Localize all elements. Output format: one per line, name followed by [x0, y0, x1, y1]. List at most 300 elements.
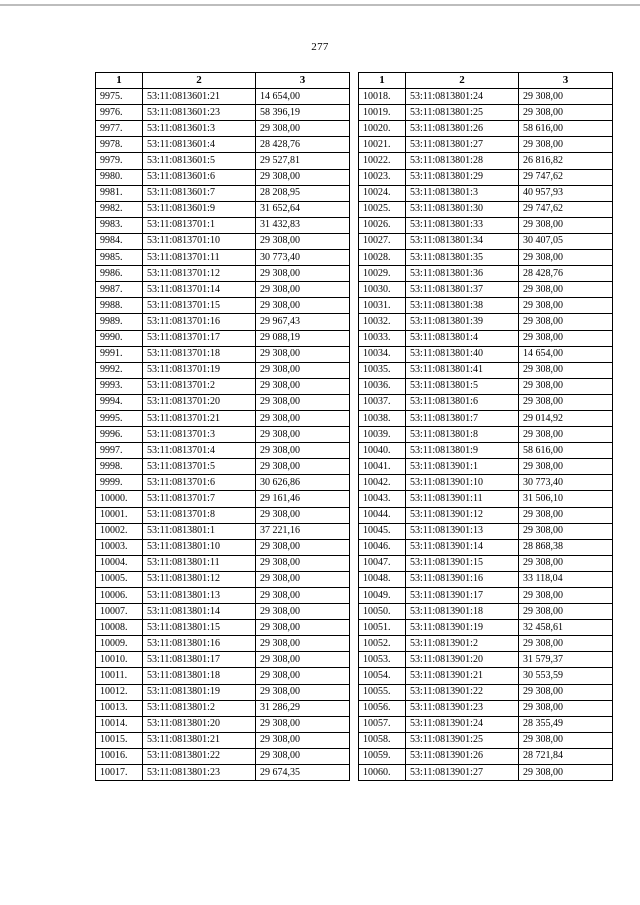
value-cell: 29 308,00: [256, 555, 350, 571]
value-cell: 30 773,40: [519, 475, 613, 491]
cadastral-number: 53:11:0813801:26: [406, 121, 519, 137]
table-row: [96, 394, 350, 410]
cadastral-number: 53:11:0813801:16: [143, 636, 256, 652]
table-row: [96, 539, 350, 555]
cadastral-number: 53:11:0813801:9: [406, 443, 519, 459]
table-row: [96, 523, 350, 539]
value-cell: 28 721,84: [519, 748, 613, 764]
table-row: [359, 185, 613, 201]
cadastral-number: 53:11:0813701:19: [143, 362, 256, 378]
row-number: 9980.: [96, 169, 143, 185]
cadastral-number: 53:11:0813801:17: [143, 652, 256, 668]
value-cell: 29 308,00: [519, 362, 613, 378]
row-number: 10020.: [359, 121, 406, 137]
cadastral-number: 53:11:0813801:41: [406, 362, 519, 378]
value-cell: 29 308,00: [256, 443, 350, 459]
table-row: [96, 121, 350, 137]
cadastral-number: 53:11:0813701:1: [143, 217, 256, 233]
cadastral-number: 53:11:0813801:37: [406, 282, 519, 298]
left-table: [95, 72, 350, 781]
value-cell: 29 308,00: [256, 410, 350, 426]
value-cell: 29 308,00: [256, 652, 350, 668]
cadastral-number: 53:11:0813801:11: [143, 555, 256, 571]
table-row: [96, 282, 350, 298]
row-number: 10046.: [359, 539, 406, 555]
row-number: 10029.: [359, 266, 406, 282]
row-number: 9979.: [96, 153, 143, 169]
row-number: 10003.: [96, 539, 143, 555]
row-number: 10044.: [359, 507, 406, 523]
value-cell: 28 355,49: [519, 716, 613, 732]
cadastral-number: 53:11:0813801:13: [143, 588, 256, 604]
value-cell: 28 208,95: [256, 185, 350, 201]
table-row: [96, 378, 350, 394]
table-row: [359, 121, 613, 137]
value-cell: 29 308,00: [256, 169, 350, 185]
table-row: [359, 684, 613, 700]
cadastral-number: 53:11:0813701:15: [143, 298, 256, 314]
row-number: 9999.: [96, 475, 143, 491]
value-cell: 29 308,00: [519, 137, 613, 153]
value-cell: 29 308,00: [519, 314, 613, 330]
value-cell: 29 308,00: [256, 732, 350, 748]
row-number: 9993.: [96, 378, 143, 394]
cadastral-number: 53:11:0813801:36: [406, 266, 519, 282]
table-row: [359, 443, 613, 459]
table-row: [96, 298, 350, 314]
row-number: 9996.: [96, 427, 143, 443]
value-cell: 29 308,00: [519, 732, 613, 748]
table-row: [96, 89, 350, 105]
row-number: 10008.: [96, 620, 143, 636]
table-row: [359, 298, 613, 314]
row-number: 10057.: [359, 716, 406, 732]
cadastral-number: 53:11:0813801:30: [406, 201, 519, 217]
column-header: 2: [143, 73, 256, 89]
table-row: [359, 652, 613, 668]
row-number: 10017.: [96, 765, 143, 781]
table-row: [96, 475, 350, 491]
cadastral-number: 53:11:0813901:25: [406, 732, 519, 748]
cadastral-number: 53:11:0813901:17: [406, 588, 519, 604]
row-number: 9991.: [96, 346, 143, 362]
table-row: [359, 700, 613, 716]
cadastral-number: 53:11:0813801:23: [143, 765, 256, 781]
table-row: [96, 491, 350, 507]
row-number: 9986.: [96, 266, 143, 282]
value-cell: 29 308,00: [256, 394, 350, 410]
value-cell: 29 308,00: [256, 684, 350, 700]
cadastral-number: 53:11:0813901:13: [406, 523, 519, 539]
row-number: 10039.: [359, 427, 406, 443]
cadastral-number: 53:11:0813701:16: [143, 314, 256, 330]
header-row: [96, 73, 350, 89]
row-number: 10013.: [96, 700, 143, 716]
table-row: [359, 539, 613, 555]
value-cell: 29 967,43: [256, 314, 350, 330]
cadastral-number: 53:11:0813801:2: [143, 700, 256, 716]
row-number: 10037.: [359, 394, 406, 410]
cadastral-number: 53:11:0813801:10: [143, 539, 256, 555]
table-row: [359, 201, 613, 217]
cadastral-number: 53:11:0813701:7: [143, 491, 256, 507]
row-number: 9998.: [96, 459, 143, 475]
cadastral-number: 53:11:0813601:9: [143, 201, 256, 217]
row-number: 10043.: [359, 491, 406, 507]
row-number: 10027.: [359, 233, 406, 249]
cadastral-number: 53:11:0813901:14: [406, 539, 519, 555]
table-row: [359, 314, 613, 330]
row-number: 10034.: [359, 346, 406, 362]
header-row: [359, 73, 613, 89]
value-cell: 29 674,35: [256, 765, 350, 781]
value-cell: 29 308,00: [256, 378, 350, 394]
cadastral-number: 53:11:0813801:34: [406, 233, 519, 249]
table-row: [96, 684, 350, 700]
table-row: [96, 266, 350, 282]
row-number: 10052.: [359, 636, 406, 652]
cadastral-number: 53:11:0813901:18: [406, 604, 519, 620]
row-number: 10005.: [96, 571, 143, 587]
table-row: [96, 443, 350, 459]
table-row: [359, 217, 613, 233]
row-number: 10041.: [359, 459, 406, 475]
value-cell: 29 308,00: [256, 459, 350, 475]
row-number: 10053.: [359, 652, 406, 668]
cadastral-number: 53:11:0813601:6: [143, 169, 256, 185]
value-cell: 29 308,00: [519, 604, 613, 620]
table-row: [96, 314, 350, 330]
table-row: [96, 652, 350, 668]
cadastral-number: 53:11:0813801:33: [406, 217, 519, 233]
value-cell: 58 396,19: [256, 105, 350, 121]
cadastral-number: 53:11:0813601:5: [143, 153, 256, 169]
cadastral-number: 53:11:0813701:14: [143, 282, 256, 298]
table-row: [96, 765, 350, 781]
table-row: [359, 588, 613, 604]
row-number: 10028.: [359, 250, 406, 266]
table-row: [359, 475, 613, 491]
row-number: 10050.: [359, 604, 406, 620]
value-cell: 29 747,62: [519, 169, 613, 185]
value-cell: 29 308,00: [256, 427, 350, 443]
table-row: [96, 748, 350, 764]
row-number: 10032.: [359, 314, 406, 330]
table-row: [96, 153, 350, 169]
value-cell: 29 308,00: [519, 250, 613, 266]
table-row: [96, 571, 350, 587]
table-row: [359, 523, 613, 539]
table-row: [359, 507, 613, 523]
value-cell: 29 308,00: [256, 716, 350, 732]
cadastral-number: 53:11:0813701:4: [143, 443, 256, 459]
cadastral-number: 53:11:0813801:6: [406, 394, 519, 410]
value-cell: 26 816,82: [519, 153, 613, 169]
value-cell: 30 626,86: [256, 475, 350, 491]
table-row: [359, 89, 613, 105]
cadastral-number: 53:11:0813801:21: [143, 732, 256, 748]
table-row: [359, 571, 613, 587]
value-cell: 29 308,00: [256, 346, 350, 362]
table-row: [96, 427, 350, 443]
row-number: 10014.: [96, 716, 143, 732]
cadastral-number: 53:11:0813801:25: [406, 105, 519, 121]
table-row: [359, 346, 613, 362]
row-number: 10055.: [359, 684, 406, 700]
table-row: [96, 201, 350, 217]
value-cell: 29 308,00: [519, 523, 613, 539]
cadastral-number: 53:11:0813901:22: [406, 684, 519, 700]
cadastral-number: 53:11:0813601:23: [143, 105, 256, 121]
table-row: [96, 636, 350, 652]
cadastral-number: 53:11:0813701:12: [143, 266, 256, 282]
value-cell: 30 407,05: [519, 233, 613, 249]
value-cell: 31 579,37: [519, 652, 613, 668]
right-table: [358, 72, 613, 781]
cadastral-number: 53:11:0813801:1: [143, 523, 256, 539]
row-number: 10006.: [96, 588, 143, 604]
value-cell: 29 308,00: [256, 298, 350, 314]
value-cell: 31 652,64: [256, 201, 350, 217]
cadastral-number: 53:11:0813801:27: [406, 137, 519, 153]
row-number: 9994.: [96, 394, 143, 410]
cadastral-number: 53:11:0813601:3: [143, 121, 256, 137]
cadastral-number: 53:11:0813601:4: [143, 137, 256, 153]
value-cell: 31 286,29: [256, 700, 350, 716]
table-row: [359, 765, 613, 781]
cadastral-number: 53:11:0813801:29: [406, 169, 519, 185]
row-number: 10048.: [359, 571, 406, 587]
cadastral-number: 53:11:0813701:20: [143, 394, 256, 410]
row-number: 9978.: [96, 137, 143, 153]
value-cell: 29 308,00: [519, 105, 613, 121]
cadastral-number: 53:11:0813901:11: [406, 491, 519, 507]
value-cell: 29 527,81: [256, 153, 350, 169]
row-number: 10023.: [359, 169, 406, 185]
value-cell: 29 308,00: [519, 700, 613, 716]
cadastral-number: 53:11:0813801:20: [143, 716, 256, 732]
cadastral-number: 53:11:0813801:19: [143, 684, 256, 700]
table-row: [359, 137, 613, 153]
cadastral-number: 53:11:0813901:21: [406, 668, 519, 684]
value-cell: 29 088,19: [256, 330, 350, 346]
table-row: [359, 668, 613, 684]
value-cell: 28 428,76: [519, 266, 613, 282]
value-cell: 29 308,00: [519, 330, 613, 346]
value-cell: 28 428,76: [256, 137, 350, 153]
table-row: [359, 362, 613, 378]
value-cell: 40 957,93: [519, 185, 613, 201]
cadastral-number: 53:11:0813701:10: [143, 233, 256, 249]
value-cell: 29 308,00: [519, 298, 613, 314]
column-header: 3: [519, 73, 613, 89]
row-number: 9976.: [96, 105, 143, 121]
cadastral-number: 53:11:0813901:27: [406, 765, 519, 781]
row-number: 10038.: [359, 410, 406, 426]
table-row: [359, 169, 613, 185]
row-number: 10033.: [359, 330, 406, 346]
row-number: 10031.: [359, 298, 406, 314]
value-cell: 29 308,00: [256, 266, 350, 282]
value-cell: 29 308,00: [519, 89, 613, 105]
value-cell: 29 308,00: [256, 362, 350, 378]
row-number: 10019.: [359, 105, 406, 121]
row-number: 9984.: [96, 233, 143, 249]
cadastral-number: 53:11:0813801:28: [406, 153, 519, 169]
value-cell: 58 616,00: [519, 443, 613, 459]
row-number: 9981.: [96, 185, 143, 201]
table-row: [359, 732, 613, 748]
table-row: [359, 604, 613, 620]
cadastral-number: 53:11:0813701:6: [143, 475, 256, 491]
cadastral-number: 53:11:0813901:1: [406, 459, 519, 475]
row-number: 10049.: [359, 588, 406, 604]
cadastral-number: 53:11:0813901:16: [406, 571, 519, 587]
cadastral-number: 53:11:0813901:12: [406, 507, 519, 523]
left-table-body: [96, 89, 350, 781]
row-number: 10021.: [359, 137, 406, 153]
value-cell: 37 221,16: [256, 523, 350, 539]
cadastral-number: 53:11:0813801:3: [406, 185, 519, 201]
table-row: [96, 507, 350, 523]
row-number: 9997.: [96, 443, 143, 459]
cadastral-number: 53:11:0813801:5: [406, 378, 519, 394]
cadastral-number: 53:11:0813701:11: [143, 250, 256, 266]
table-row: [96, 732, 350, 748]
row-number: 9975.: [96, 89, 143, 105]
row-number: 10024.: [359, 185, 406, 201]
row-number: 10060.: [359, 765, 406, 781]
value-cell: 29 014,92: [519, 410, 613, 426]
scan-top-rule: [0, 4, 640, 6]
value-cell: 29 308,00: [519, 555, 613, 571]
table-row: [96, 700, 350, 716]
value-cell: 29 308,00: [256, 571, 350, 587]
cadastral-number: 53:11:0813701:21: [143, 410, 256, 426]
row-number: 10000.: [96, 491, 143, 507]
value-cell: 29 308,00: [256, 604, 350, 620]
cadastral-number: 53:11:0813901:26: [406, 748, 519, 764]
value-cell: 29 308,00: [519, 588, 613, 604]
table-row: [96, 346, 350, 362]
row-number: 10009.: [96, 636, 143, 652]
row-number: 10004.: [96, 555, 143, 571]
table-row: [96, 137, 350, 153]
column-header: 2: [406, 73, 519, 89]
cadastral-number: 53:11:0813901:2: [406, 636, 519, 652]
row-number: 10025.: [359, 201, 406, 217]
column-header: 1: [96, 73, 143, 89]
value-cell: 30 773,40: [256, 250, 350, 266]
row-number: 10010.: [96, 652, 143, 668]
table-row: [359, 427, 613, 443]
table-row: [359, 636, 613, 652]
value-cell: 29 308,00: [256, 636, 350, 652]
cadastral-number: 53:11:0813801:12: [143, 571, 256, 587]
cadastral-number: 53:11:0813801:24: [406, 89, 519, 105]
table-row: [96, 217, 350, 233]
row-number: 10051.: [359, 620, 406, 636]
value-cell: 29 308,00: [519, 459, 613, 475]
cadastral-number: 53:11:0813601:7: [143, 185, 256, 201]
cadastral-number: 53:11:0813801:39: [406, 314, 519, 330]
row-number: 9992.: [96, 362, 143, 378]
value-cell: 29 308,00: [256, 668, 350, 684]
right-table-body: [359, 89, 613, 781]
value-cell: 29 308,00: [256, 233, 350, 249]
cadastral-number: 53:11:0813801:38: [406, 298, 519, 314]
cadastral-number: 53:11:0813601:21: [143, 89, 256, 105]
cadastral-number: 53:11:0813801:8: [406, 427, 519, 443]
row-number: 10030.: [359, 282, 406, 298]
cadastral-number: 53:11:0813801:7: [406, 410, 519, 426]
table-row: [96, 250, 350, 266]
value-cell: 29 308,00: [256, 748, 350, 764]
cadastral-number: 53:11:0813801:18: [143, 668, 256, 684]
row-number: 10040.: [359, 443, 406, 459]
row-number: 10007.: [96, 604, 143, 620]
row-number: 10001.: [96, 507, 143, 523]
table-row: [359, 378, 613, 394]
table-row: [96, 169, 350, 185]
value-cell: 29 308,00: [256, 282, 350, 298]
cadastral-number: 53:11:0813901:15: [406, 555, 519, 571]
cadastral-number: 53:11:0813701:2: [143, 378, 256, 394]
table-row: [359, 716, 613, 732]
cadastral-number: 53:11:0813701:3: [143, 427, 256, 443]
table-row: [359, 153, 613, 169]
column-header: 3: [256, 73, 350, 89]
value-cell: 31 506,10: [519, 491, 613, 507]
table-row: [359, 620, 613, 636]
column-header: 1: [359, 73, 406, 89]
value-cell: 29 308,00: [519, 217, 613, 233]
cadastral-number: 53:11:0813801:15: [143, 620, 256, 636]
table-row: [96, 716, 350, 732]
row-number: 9977.: [96, 121, 143, 137]
value-cell: 29 308,00: [519, 636, 613, 652]
cadastral-number: 53:11:0813701:18: [143, 346, 256, 362]
value-cell: 32 458,61: [519, 620, 613, 636]
table-row: [359, 394, 613, 410]
row-number: 9987.: [96, 282, 143, 298]
value-cell: 14 654,00: [519, 346, 613, 362]
row-number: 10035.: [359, 362, 406, 378]
table-row: [96, 668, 350, 684]
table-row: [359, 233, 613, 249]
value-cell: 29 308,00: [256, 539, 350, 555]
table-row: [96, 410, 350, 426]
row-number: 9989.: [96, 314, 143, 330]
table-row: [96, 233, 350, 249]
page-number: 277: [311, 41, 329, 53]
value-cell: 29 308,00: [256, 620, 350, 636]
row-number: 10012.: [96, 684, 143, 700]
table-row: [359, 330, 613, 346]
row-number: 10056.: [359, 700, 406, 716]
value-cell: 29 161,46: [256, 491, 350, 507]
value-cell: 29 308,00: [256, 121, 350, 137]
cadastral-number: 53:11:0813801:4: [406, 330, 519, 346]
row-number: 9985.: [96, 250, 143, 266]
table-row: [359, 282, 613, 298]
cadastral-number: 53:11:0813901:10: [406, 475, 519, 491]
table-row: [96, 330, 350, 346]
row-number: 9990.: [96, 330, 143, 346]
table-row: [359, 410, 613, 426]
value-cell: 29 308,00: [256, 588, 350, 604]
row-number: 10011.: [96, 668, 143, 684]
